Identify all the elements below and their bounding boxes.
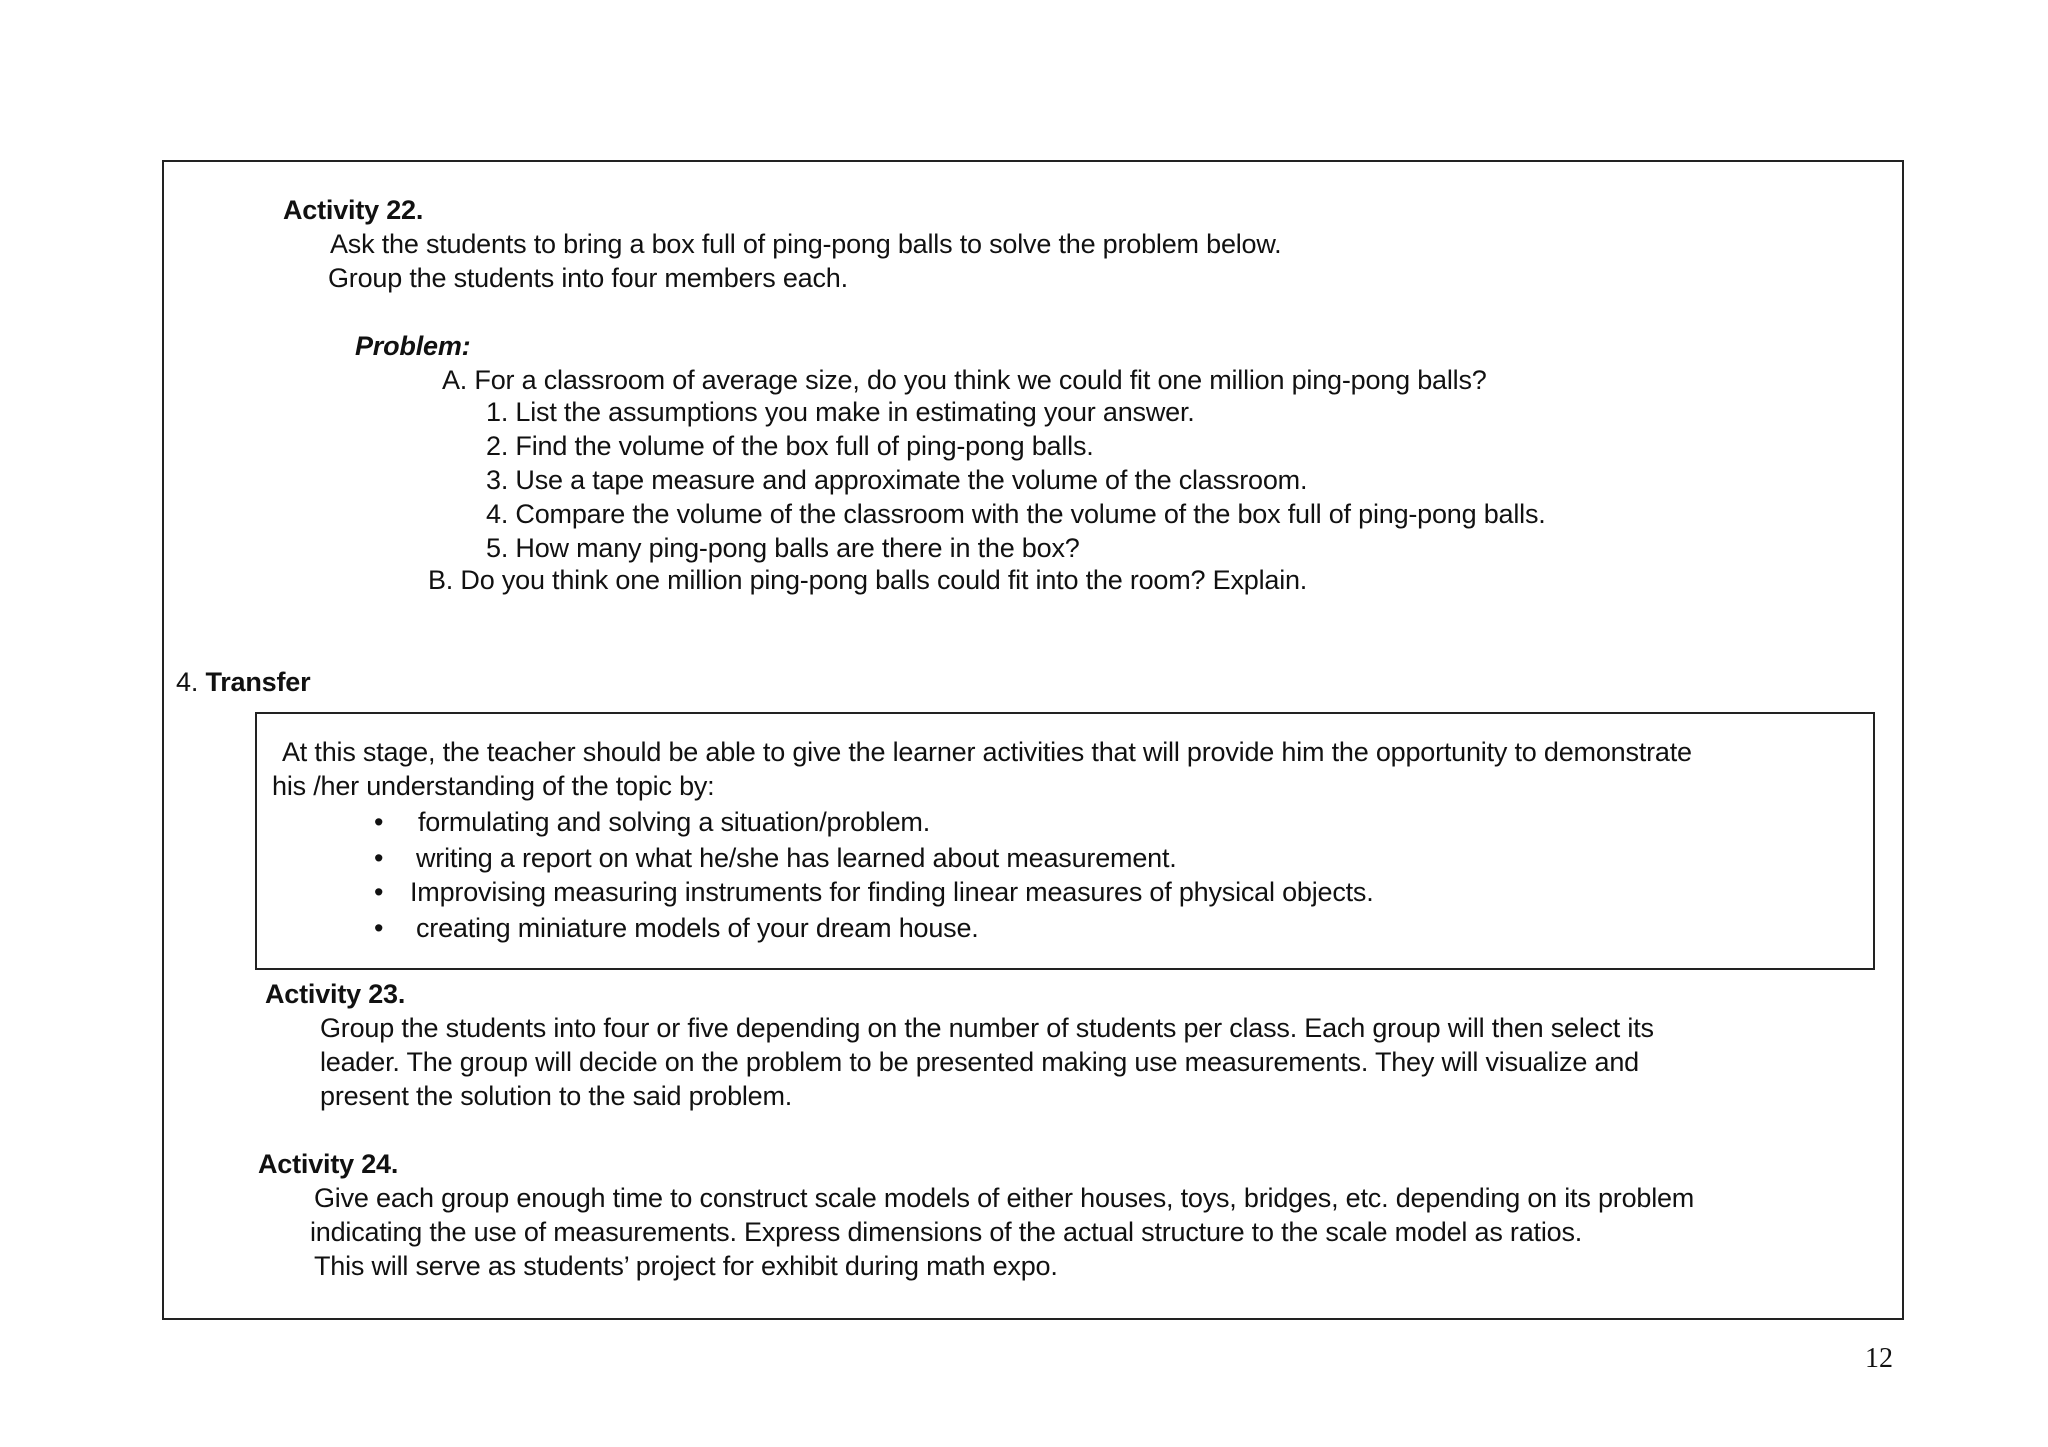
transfer-section-heading: [176, 666, 310, 698]
problem-part-a: A. For a classroom of average size, do you think we could fit one million ping-pong balls?: [442, 365, 1487, 395]
transfer-intro-line-2: his /her understanding of the topic by:: [272, 771, 715, 801]
page-number: 12: [1865, 1343, 1893, 1374]
activity-22-line-2: Group the students into four members each.: [328, 263, 848, 293]
transfer-bullet-1: formulating and solving a situation/problem.: [418, 807, 930, 837]
activity-22-heading: Activity 22.: [283, 195, 424, 225]
problem-part-b: B. Do you think one million ping-pong balls could fit into the room? Explain.: [428, 565, 1308, 595]
activity-24-line-1: Give each group enough time to construct scale models of either houses, toys, bridges, etc. depending on its problem: [314, 1183, 1695, 1213]
problem-step-3: 3. Use a tape measure and approximate the volume of the classroom.: [486, 465, 1308, 495]
activity-23-heading: Activity 23.: [265, 979, 406, 1009]
transfer-bullet-2: writing a report on what he/she has learned about measurement.: [416, 843, 1177, 873]
activity-24-heading: Activity 24.: [258, 1149, 399, 1179]
activity-23-line-2: leader. The group will decide on the problem to be presented making use measurements. They will visualize and: [320, 1047, 1639, 1077]
bullet-marker: •: [374, 877, 384, 907]
transfer-title: Transfer: [205, 667, 311, 697]
bullet-marker: •: [374, 807, 384, 837]
activity-22-line-1: Ask the students to bring a box full of ping-pong balls to solve the problem below.: [330, 229, 1282, 259]
bullet-marker: •: [374, 843, 384, 873]
transfer-bullet-4: creating miniature models of your dream house.: [416, 913, 979, 943]
problem-step-5: 5. How many ping-pong balls are there in the box?: [486, 533, 1080, 563]
problem-label: Problem:: [355, 331, 471, 361]
transfer-intro-line-1: At this stage, the teacher should be able to give the learner activities that will provide him the opportunity to demonstrate: [282, 737, 1692, 767]
problem-step-4: 4. Compare the volume of the classroom with the volume of the box full of ping-pong balls.: [486, 499, 1546, 529]
transfer-number: 4.: [176, 667, 199, 697]
activity-24-line-2: indicating the use of measurements. Express dimensions of the actual structure to the scale model as ratios.: [310, 1217, 1583, 1247]
problem-step-2: 2. Find the volume of the box full of ping-pong balls.: [486, 431, 1094, 461]
activity-23-line-1: Group the students into four or five depending on the number of students per class. Each group will then select its: [320, 1013, 1654, 1043]
transfer-bullet-3: Improvising measuring instruments for finding linear measures of physical objects.: [410, 877, 1374, 907]
activity-23-line-3: present the solution to the said problem.: [320, 1081, 793, 1111]
bullet-marker: •: [374, 913, 384, 943]
activity-24-line-3: This will serve as students’ project for exhibit during math expo.: [314, 1251, 1058, 1281]
problem-step-1: 1. List the assumptions you make in estimating your answer.: [486, 397, 1195, 427]
